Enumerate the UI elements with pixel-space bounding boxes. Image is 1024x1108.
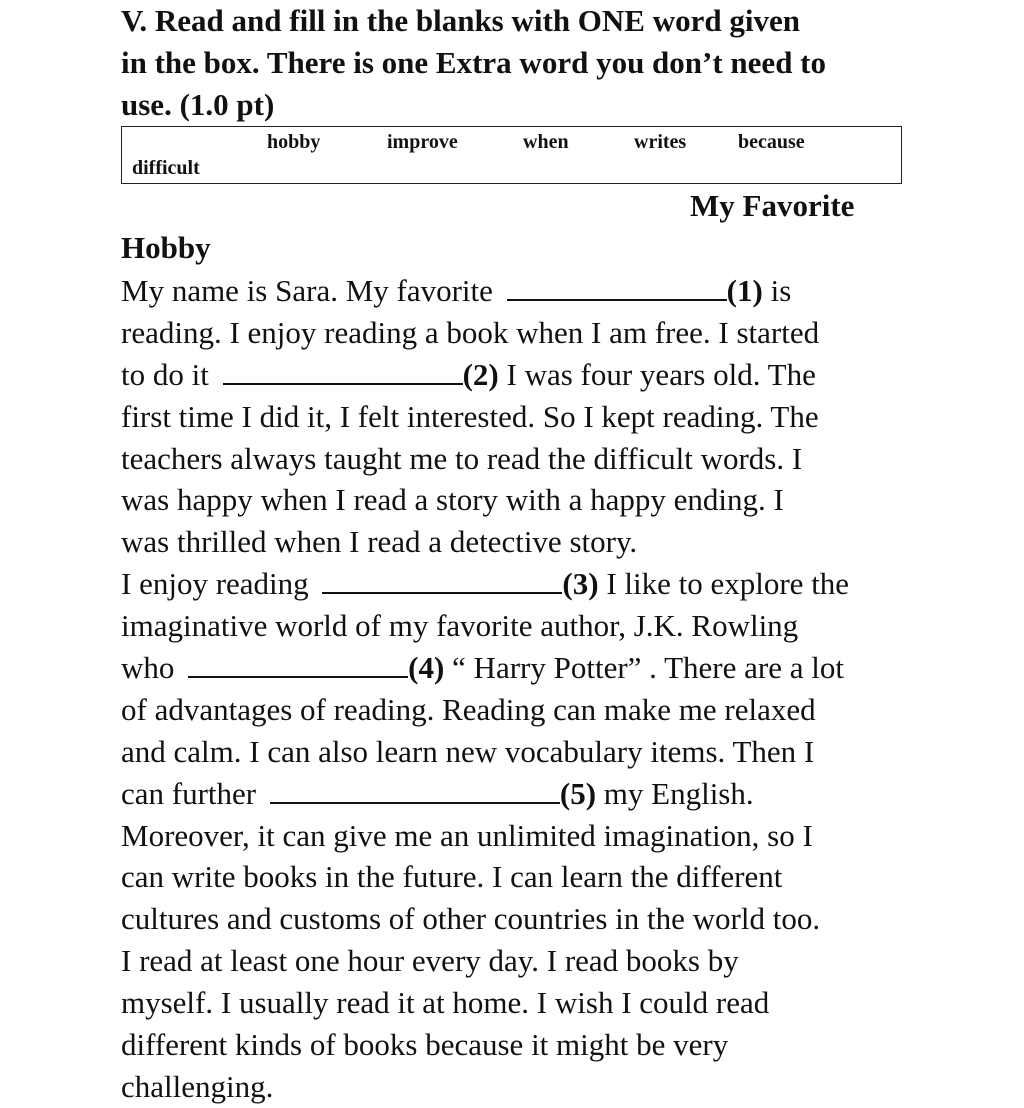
blank-number-2: (2)	[462, 356, 499, 392]
passage-line	[121, 563, 1001, 605]
blank-4[interactable]	[188, 652, 408, 678]
passage-line: was thrilled when I read a detective story.	[121, 524, 638, 560]
passage-line: and calm. I can also learn new vocabulary items. Then I	[121, 733, 815, 769]
passage-line: of advantages of reading. Reading can make me relaxed	[121, 691, 816, 727]
blank-1[interactable]	[507, 275, 727, 301]
word-option: because	[738, 131, 805, 153]
passage-line: can write books in the future. I can learn the different	[121, 859, 783, 895]
heading-line-1: V. Read and fill in the blanks with ONE word given	[121, 3, 800, 38]
passage-line: reading. I enjoy reading a book when I am free. I started	[121, 314, 820, 350]
passage-line	[121, 270, 1001, 312]
passage-line: first time I did it, I felt interested. So I kept reading. The	[121, 398, 819, 434]
passage-text: I enjoy reading	[121, 566, 309, 602]
passage-line: was happy when I read a story with a happy ending. I	[121, 482, 784, 518]
blank-number-5: (5)	[559, 775, 597, 811]
exercise-heading	[121, 0, 981, 126]
word-option: hobby	[267, 131, 321, 153]
heading-line-2: in the box. There is one Extra word you don’t need to	[121, 45, 827, 80]
passage-text: I like to explore the	[598, 566, 850, 602]
passage-text: who	[121, 650, 175, 686]
passage-line: Moreover, it can give me an unlimited imagination, so I	[121, 817, 813, 853]
blank-number-1: (1)	[726, 273, 763, 308]
heading-line-3: use. (1.0 pt)	[121, 87, 275, 122]
blank-2[interactable]	[223, 359, 463, 385]
reading-passage	[121, 270, 1001, 1108]
word-option: improve	[387, 131, 458, 153]
passage-title-part-1: My Favorite	[690, 188, 855, 223]
passage-line: cultures and customs of other countries in the world too.	[121, 901, 821, 937]
passage-line: challenging.	[121, 1068, 274, 1104]
blank-3[interactable]	[322, 568, 562, 594]
word-option: when	[523, 131, 569, 153]
blank-5[interactable]	[270, 778, 560, 804]
passage-line: different kinds of books because it might be very	[121, 1027, 729, 1063]
passage-text: my English.	[596, 775, 754, 811]
word-box	[121, 126, 902, 184]
passage-text: can further	[121, 775, 257, 811]
passage-text: is	[762, 273, 792, 308]
passage-line	[121, 773, 1001, 815]
passage-line: imaginative world of my favorite author, J.K. Rowling	[121, 608, 799, 644]
passage-line: myself. I usually read it at home. I wish I could read	[121, 985, 770, 1021]
passage-title-part-2: Hobby	[121, 230, 211, 265]
passage-line: I read at least one hour every day. I read books by	[121, 943, 739, 979]
passage-line: teachers always taught me to read the difficult words. I	[121, 440, 803, 476]
passage-text: “ Harry Potter” . There are a lot	[444, 650, 844, 686]
passage-line	[121, 647, 1001, 689]
passage-line	[121, 354, 1001, 396]
passage-text: My name is Sara. My favorite	[121, 273, 493, 308]
passage-text: to do it	[121, 356, 209, 392]
blank-number-4: (4)	[408, 650, 445, 686]
passage-text: I was four years old. The	[498, 356, 816, 392]
word-option: difficult	[132, 157, 200, 179]
blank-number-3: (3)	[562, 566, 599, 602]
word-option: writes	[634, 131, 687, 153]
